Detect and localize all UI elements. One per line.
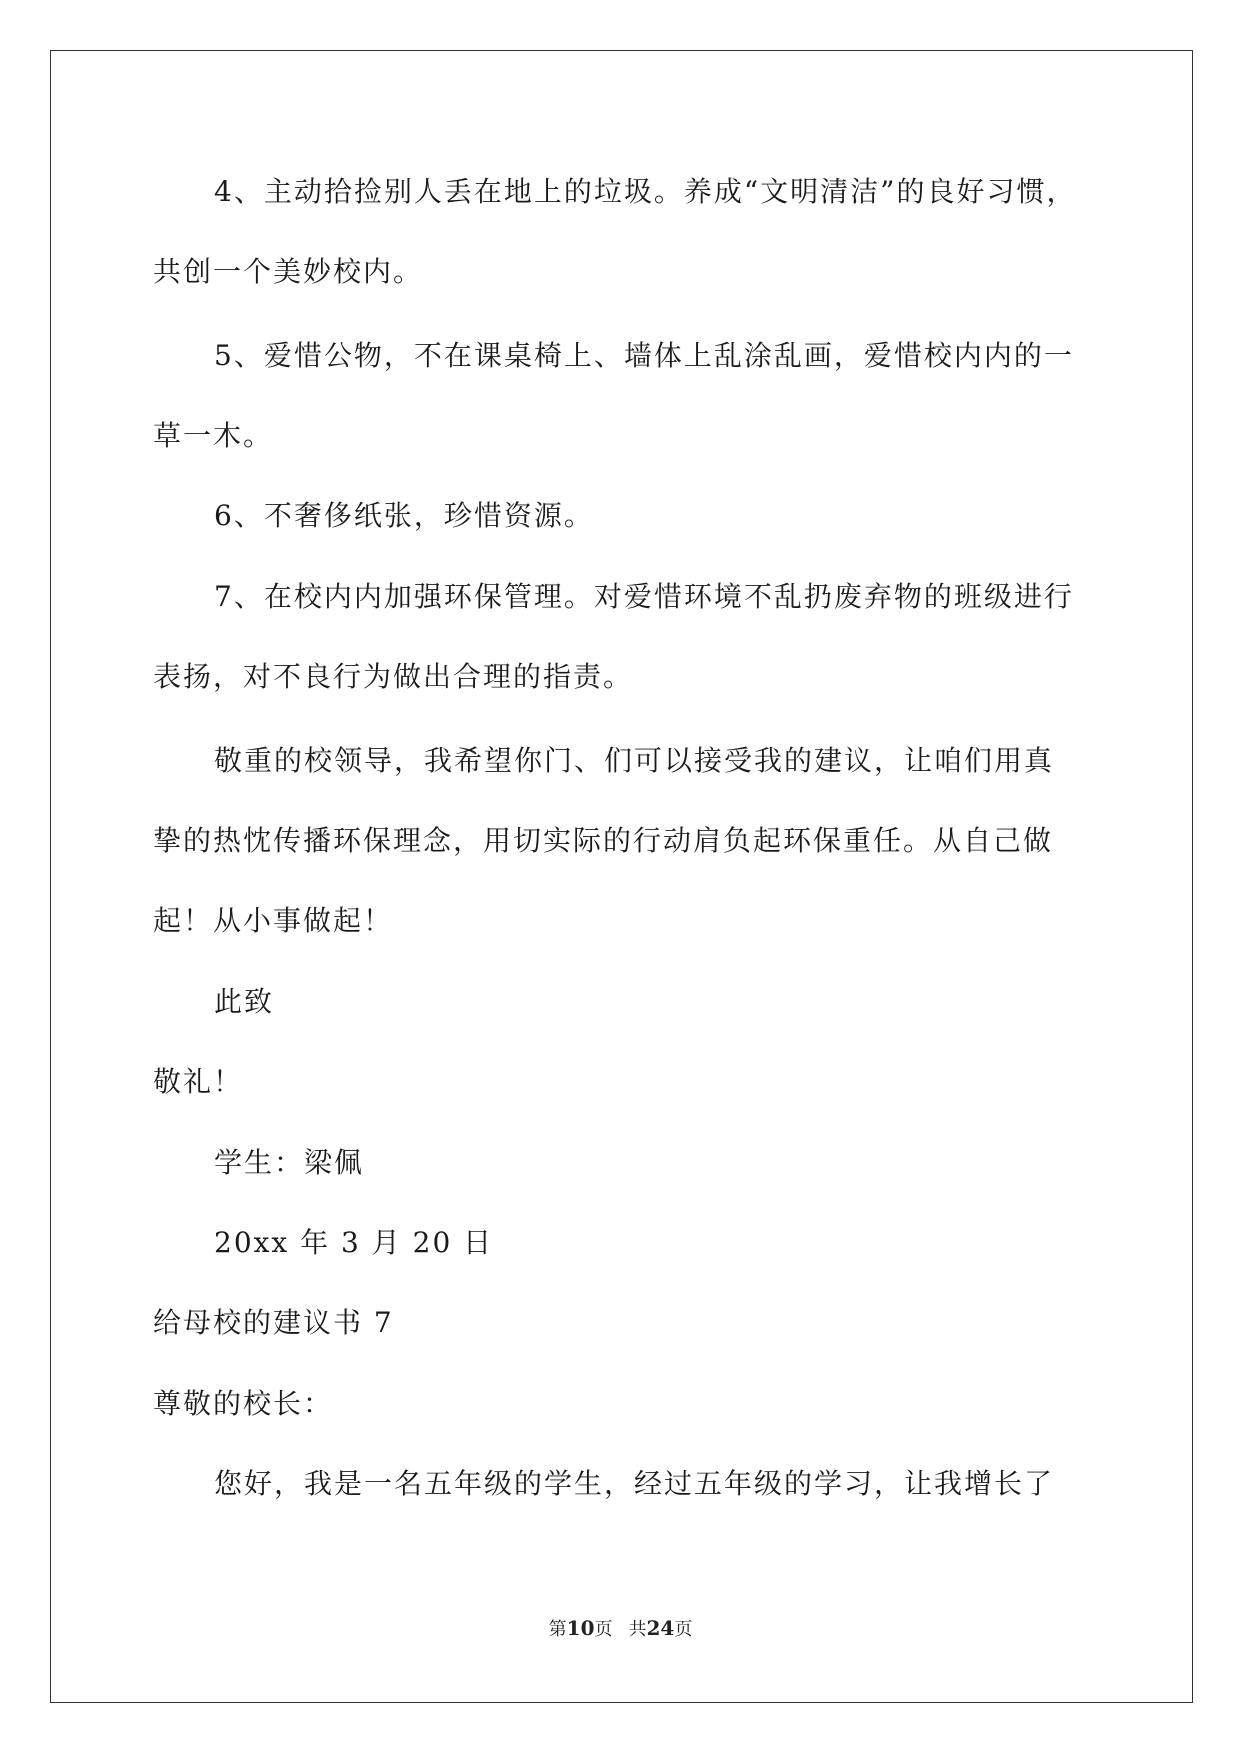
paragraph-line: 起！从小事做起！ xyxy=(153,904,394,937)
paragraph-line: 4、主动拾捡别人丢在地上的垃圾。养成“文明清洁”的良好习惯， xyxy=(214,175,1077,208)
closing-regards: 敬礼！ xyxy=(153,1065,244,1098)
footer-total-suffix: 页 xyxy=(674,1619,693,1640)
paragraph-line: 您好，我是一名五年级的学生，经过五年级的学习，让我增长了 xyxy=(214,1467,1055,1500)
footer-page-word: 页 xyxy=(594,1619,613,1640)
paragraph-line: 7、在校内内加强环保管理。对爱惜环境不乱扔废弃物的班级进行 xyxy=(214,580,1074,613)
greeting: 尊敬的校长： xyxy=(153,1387,334,1420)
total-page-number: 24 xyxy=(646,1616,675,1640)
signature: 学生：梁佩 xyxy=(214,1146,365,1179)
page-footer xyxy=(0,1615,1241,1641)
footer-total-prefix: 共 xyxy=(628,1619,647,1640)
paragraph-line: 共创一个美妙校内。 xyxy=(153,255,424,288)
paragraph-line: 挚的热忱传播环保理念，用切实际的行动肩负起环保重任。从自己做 xyxy=(153,824,1054,857)
paragraph-line: 5、爱惜公物，不在课桌椅上、墙体上乱涂乱画，爱惜校内内的一 xyxy=(214,339,1074,372)
paragraph-line: 草一木。 xyxy=(153,419,274,452)
paragraph-line: 表扬，对不良行为做出合理的指责。 xyxy=(153,660,634,693)
date: 20xx 年 3 月 20 日 xyxy=(214,1226,494,1259)
paragraph-line: 6、不奢侈纸张，珍惜资源。 xyxy=(214,499,594,532)
closing-salutation: 此致 xyxy=(214,985,275,1018)
current-page-number: 10 xyxy=(566,1616,595,1640)
paragraph-line: 敬重的校领导，我希望你门、们可以接受我的建议，让咱们用真 xyxy=(214,744,1055,777)
footer-prefix: 第 xyxy=(548,1619,567,1640)
page-border xyxy=(50,50,1193,1703)
section-title: 给母校的建议书 7 xyxy=(153,1306,394,1339)
